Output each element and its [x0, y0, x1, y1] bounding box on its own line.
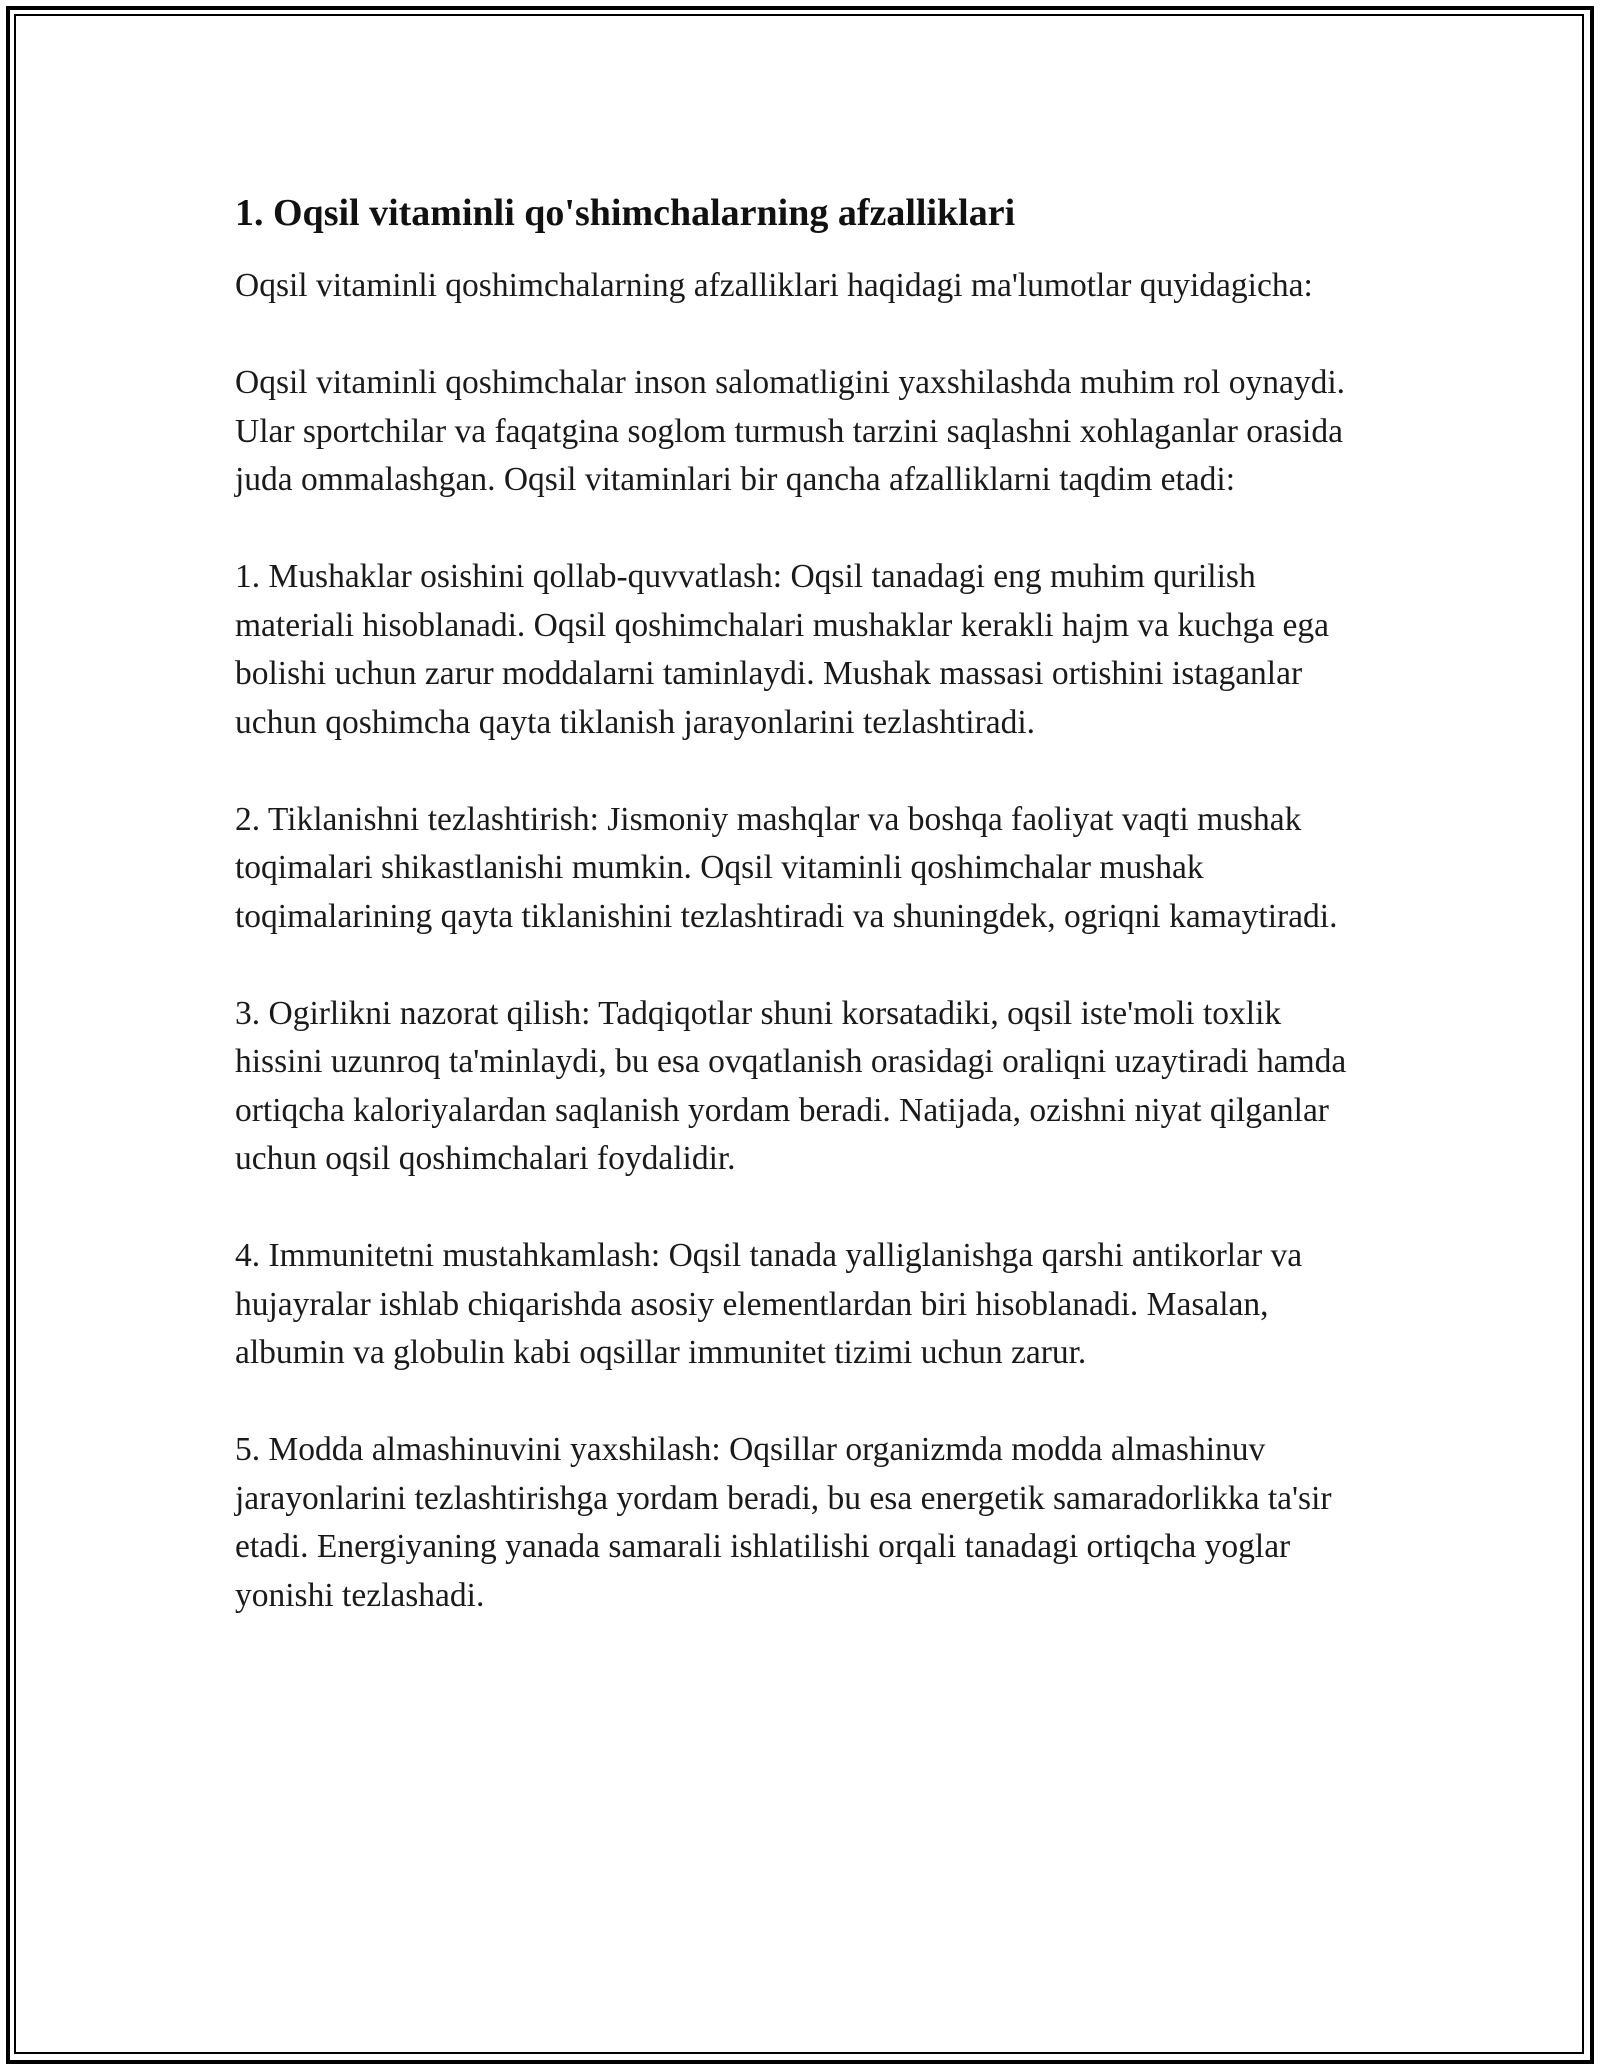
document-body	[235, 188, 1375, 1620]
benefit-item-5: 5. Modda almashinuvini yaxshilash: Oqsillar organizmda modda almashinuv jarayonlarini tezlashtirishga yordam beradi, bu esa energetik samaradorlikka ta'sir etadi. Energiyaning yanada samarali ishlatilishi orqali tanadagi ortiqcha yoglar yonishi tezlashadi.	[235, 1431, 1332, 1614]
document-title: 1. Oqsil vitaminli qo'shimchalarning afzalliklari	[235, 192, 1016, 234]
benefit-item-4: 4. Immunitetni mustahkamlash: Oqsil tanada yalliglanishga qarshi antikorlar va hujayralar ishlab chiqarishda asosiy elementlardan biri hisoblanadi. Masalan, albumin va globulin kabi oqsillar immunitet tizimi uchun zarur.	[235, 1237, 1303, 1371]
benefit-item-1: 1. Mushaklar osishini qollab-quvvatlash: Oqsil tanadagi eng muhim qurilish materiali hisoblanadi. Oqsil qoshimchalari mushaklar kerakli hajm va kuchga ega bolishi uchun zarur moddalarni taminlaydi. Mushak massasi ortishini istaganlar uchun qoshimcha qayta tiklanish jarayonlarini tezlashtiradi.	[235, 558, 1330, 741]
overview-paragraph: Oqsil vitaminli qoshimchalar inson salomatligini yaxshilashda muhim rol oynaydi. Ular sportchilar va faqatgina soglom turmush tarzini saqlashni xohlaganlar orasida juda ommalashgan. Oqsil vitaminlari bir qancha afzalliklarni taqdim etadi:	[235, 364, 1346, 498]
benefit-item-2: 2. Tiklanishni tezlashtirish: Jismoniy mashqlar va boshqa faoliyat vaqti mushak toqimalari shikastlanishi mumkin. Oqsil vitaminli qoshimchalar mushak toqimalarining qayta tiklanishini tezlashtiradi va shuningdek, ogriqni kamaytiradi.	[235, 800, 1338, 935]
benefit-item-3: 3. Ogirlikni nazorat qilish: Tadqiqotlar shuni korsatadiki, oqsil iste'moli toxlik hissini uzunroq ta'minlaydi, bu esa ovqatlanish orasidagi oraliqni uzaytiradi hamda ortiqcha kaloriyalardan saqlanish yordam beradi. Natijada, ozishni niyat qilganlar uchun oqsil qoshimchalari foydalidir.	[235, 994, 1347, 1177]
intro-paragraph: Oqsil vitaminli qoshimchalarning afzalliklari haqidagi ma'lumotlar quyidagicha:	[235, 267, 1313, 304]
